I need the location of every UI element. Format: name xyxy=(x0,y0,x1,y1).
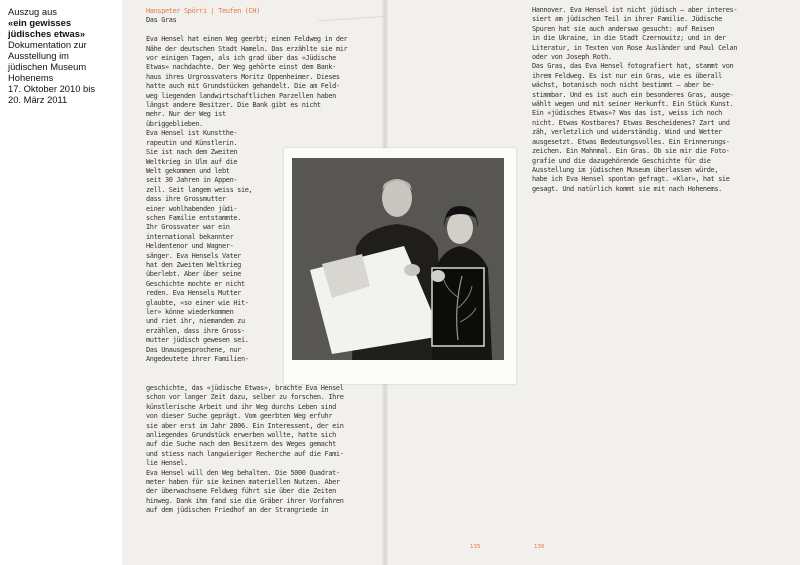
article-column-left-bottom xyxy=(146,384,344,516)
text-line: ihrem Feldweg. Es ist nur ein Gras, wie es überall xyxy=(532,71,722,80)
text-line: sie aber erst im Jahr 2006. Ein Interessent, der ein xyxy=(146,421,344,430)
caption-line: Dokumentation zur xyxy=(8,39,87,50)
text-line: reden. Eva Hensels Mutter xyxy=(146,289,241,298)
text-line: weg liegenden landwirtschaftlichen Parzellen haben xyxy=(146,91,336,100)
text-line: anliegendes Grundstück erwerben wollte, hatte sich xyxy=(146,431,336,440)
article-text xyxy=(146,384,344,516)
article-author: Hanspeter Spörri | Teufen (CH) xyxy=(146,7,260,15)
caption-line: jüdischen Museum xyxy=(8,61,87,72)
caption-line: Hohenems xyxy=(8,72,54,83)
text-line: meter haben für sie keinen materiellen Nutzen. Aber xyxy=(146,478,340,487)
caption-date: 20. März 2011 xyxy=(8,94,68,105)
text-line: zeichen. Ein Mahnmal. Ein Gras. Ob sie mir die Foto- xyxy=(532,147,730,156)
text-line: habe ich Eva Hensel spontan gefragt. «Klar», hat sie xyxy=(532,175,730,184)
caption-title: jüdisches etwas» xyxy=(8,28,86,39)
text-line: Eva Hensel will den Weg behalten. Die 5000 Quadrat- xyxy=(146,468,340,477)
text-line: mehr. Nur der Weg ist xyxy=(146,110,226,119)
text-line: Geschichte mochte er nicht xyxy=(146,279,245,288)
text-line: Ihr Grossvater war ein xyxy=(146,223,230,232)
text-line: haus ihres Urgrossvaters Moritz Oppenheimer. Dieses xyxy=(146,72,340,81)
text-line: Weltkrieg in Ulm auf die xyxy=(146,157,238,166)
article-column-right xyxy=(532,6,737,194)
text-line: zell. Seit langem weiss sie, xyxy=(146,185,253,194)
text-line: vor einigen Tagen, als ich grad über das «Jüdische xyxy=(146,54,336,63)
text-line: Welt gekommen und lebt xyxy=(146,166,230,175)
text-line: ler» könne wiederkommen xyxy=(146,308,234,316)
text-line: wächst, botanisch noch nicht bestimmt – aber be- xyxy=(532,81,715,90)
text-line: oder von Joseph Roth. xyxy=(532,53,612,62)
page-number-left: 135 xyxy=(470,544,481,550)
text-line: Sie ist nach dem Zweiten xyxy=(146,148,238,157)
text-line: siert am jüdischen Teil in ihrer Familie. Jüdische xyxy=(532,15,722,24)
text-line: schon vor langer Zeit dazu, selber zu forschen. Ihre xyxy=(146,393,344,402)
text-line: Das Gras, das Eva Hensel fotografiert hat, stammt von xyxy=(532,62,734,71)
text-line: Angedeutete ihrer Familien- xyxy=(146,355,249,364)
text-line: Nähe der deutschen Stadt Hameln. Das erzählte sie mir xyxy=(146,44,348,53)
page-number-right: 136 xyxy=(534,544,545,550)
text-line: sänger. Eva Hensels Vater xyxy=(146,251,241,260)
text-line: gesagt. Und natürlich kommt sie mit nach Hohenems. xyxy=(532,184,722,193)
text-line: einer wohlhabenden jüdi- xyxy=(146,204,238,213)
text-line: nicht. Etwas Kostbares? Etwas Bescheidenes? Zart und xyxy=(532,118,730,127)
article-title: Das Gras xyxy=(146,16,177,25)
text-line: stimmbar. Und es ist auch ein besonderes Gras, ausge- xyxy=(532,90,734,99)
text-line: zäh, verletzlich und widerständig. Wind und Wetter xyxy=(532,128,722,137)
text-line: Hannover. Eva Hensel ist nicht jüdisch – aber interes- xyxy=(532,6,738,14)
caption-date: 17. Oktober 2010 bis xyxy=(8,83,96,94)
text-line: Das Unausgesprochene, nur xyxy=(146,345,241,354)
text-line: hinweg. Dank ihm fand sie die Gräber ihrer Vorfahren xyxy=(146,496,344,505)
text-line: von dieser Suche geprägt. Vom geerbten Weg erfuhr xyxy=(146,412,333,421)
text-line: seit 30 Jahren in Appen- xyxy=(146,176,238,185)
text-line: glaubte, «so einer wie Hit- xyxy=(146,298,249,307)
text-line: ausgesetzt. Etwas Bedeutungsvolles. Ein Erinnerungs- xyxy=(532,137,730,146)
text-line: der überwachsene Feldweg führt sie über die Zeiten xyxy=(146,487,336,496)
text-line: Eva Hensel ist Kunstthe- xyxy=(146,129,238,138)
text-line: auf dem jüdischen Friedhof an der Strangriede in xyxy=(146,506,329,515)
text-line: übriggeblieben. xyxy=(146,119,203,128)
text-line: überlebt. Aber über seine xyxy=(146,270,241,279)
text-line: Ausstellung im jüdischen Museum überlassen würde, xyxy=(532,165,719,174)
document-caption xyxy=(8,6,114,105)
text-line: Ein «jüdisches Etwas»? Was das ist, weiss ich noch xyxy=(532,109,722,118)
text-line: Spuren hat sie auch anderswo gesucht: auf Reisen xyxy=(532,24,715,33)
text-line: rapeutin und Künstlerin. xyxy=(146,138,238,147)
text-line: dass ihre Grossmutter xyxy=(146,195,226,204)
text-line: geschichte, das «jüdische Etwas», brachte Eva Hensel xyxy=(146,384,344,392)
text-line: und riet ihr, niemandem zu xyxy=(146,317,245,326)
caption-line: Ausstellung im xyxy=(8,50,69,61)
text-line xyxy=(146,26,347,35)
article-text xyxy=(532,6,737,194)
text-line: in die Ukraine, in die Stadt Czernowitz; und in der xyxy=(532,34,726,43)
text-line: hat den Zweiten Weltkrieg xyxy=(146,260,241,269)
text-line: längst andere Besitzer. Die Bank gibt es nicht xyxy=(146,101,321,110)
artist-photo xyxy=(292,158,504,360)
caption-title: «ein gewisses xyxy=(8,17,72,28)
text-line: wählt wegen und mit seiner Herkunft. Ein Stück Kunst. xyxy=(532,100,734,109)
text-line: lie Hensel. xyxy=(146,459,188,468)
caption-line: Auszug aus xyxy=(8,6,57,17)
text-line: künstlerische Arbeit und ihr Weg durchs Leben sind xyxy=(146,402,336,411)
text-line: Eva Hensel hat einen Weg geerbt; einen Feldweg in der xyxy=(146,35,348,44)
text-line: hatte auch mit Grundstücken gehandelt. Die am Feld- xyxy=(146,82,340,91)
text-line: international bekannter xyxy=(146,232,234,241)
text-line: auf die Suche nach den Besitzern des Weges gemacht xyxy=(146,440,336,449)
text-line: mutter jüdisch gewesen sei. xyxy=(146,336,249,345)
text-line: schen Familie entstammte. xyxy=(146,213,241,222)
text-line: Heldentenor und Wagner- xyxy=(146,242,234,251)
text-line: und stiess nach langwieriger Recherche auf die Fami- xyxy=(146,449,344,458)
text-line: Etwas» nachdachte. Der Weg gehörte einst dem Bank- xyxy=(146,63,336,72)
text-line: erzählen, dass ihre Gross- xyxy=(146,326,245,335)
text-line: grafie und die dazugehörende Geschichte für die xyxy=(532,156,711,165)
artist-photo-image xyxy=(292,158,504,360)
text-line: Literatur, in Texten von Rose Ausländer und Paul Celan xyxy=(532,43,738,52)
